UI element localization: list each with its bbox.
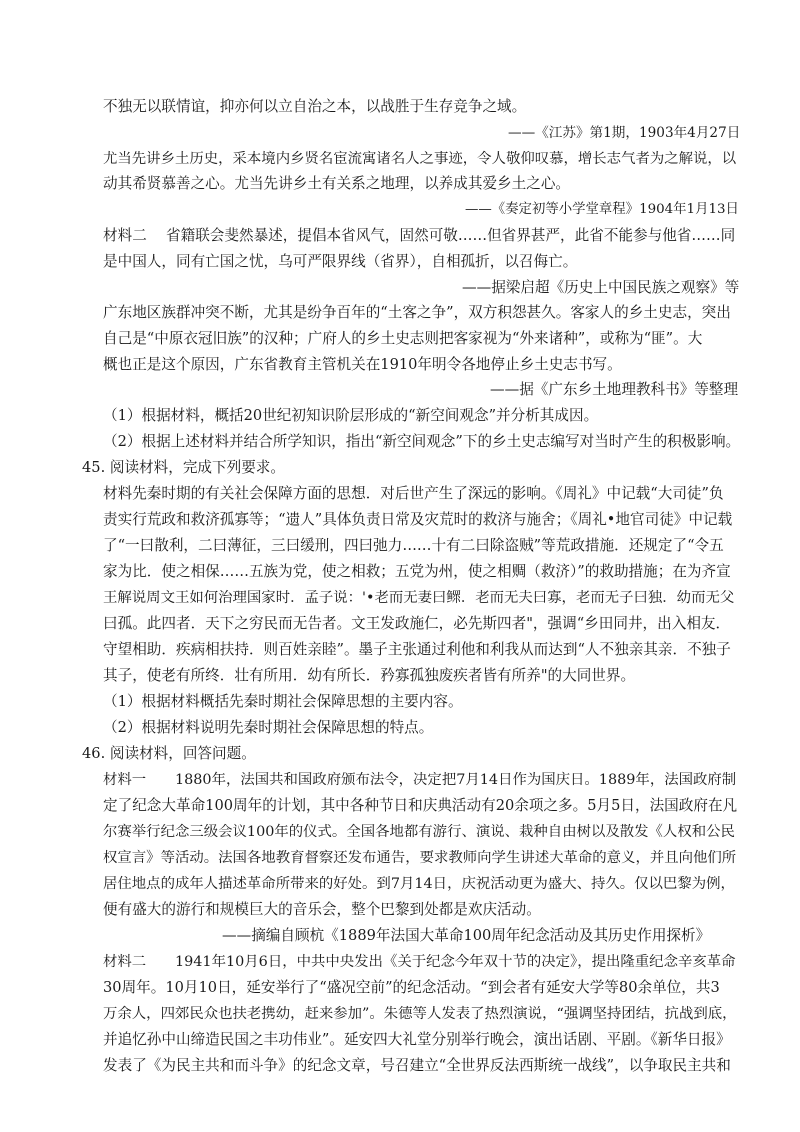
- material2-text-line: 广东地区族群冲突不断，尤其是纷争百年的“土客之争”，双方积怨甚久。客家人的乡土史志，突出: [103, 304, 731, 321]
- q46-material2-line: 并追忆孙中山缔造民国之丰功伟业”。延安四大礼堂分别举行晚会，演出话剧、平剧。《新华日报》: [103, 1031, 731, 1048]
- source-citation: ——摘编自顾杭《1889年法国大革命100周年纪念活动及其历史作用探析》: [222, 927, 711, 944]
- material1-text-line: 动其希贤慕善之心。尤当先讲乡土有关系之地理，以养成其爱乡土之心。: [103, 175, 571, 192]
- material2-text-line: 概也正是这个原因，广东省教育主管机关在1910年明令各地停止乡土史志书写。: [103, 356, 622, 373]
- q45-material-line: 其子，使老有所终．壮有所用．幼有所长．矜寡孤独废疾者皆有所养"的大同世界。: [103, 667, 636, 684]
- q46-material1-line: 权宣言》等活动。法国各地教育督察还发布通告，要求教师向学生讲述大革命的意义，并且向他们所: [103, 850, 737, 866]
- q45-material-line: 曰孤。此四者．天下之穷民而无告者。文王发政施仁，必先斯四者"，强调“乡田同井，出入相友．: [103, 615, 731, 632]
- material2-text-line: 材料二 省籍联会斐然暴述，提倡本省风气，固然可敬……但省界甚严，此省不能参与他省……同: [103, 227, 736, 244]
- q46-material2-line: 发表了《为民主共和而斗争》的纪念文章，号召建立“全世界反法西斯统一战线”，以争取民主共和: [103, 1057, 731, 1074]
- question-45-part-1: （1）根据材料概括先秦时期社会保障思想的主要内容。: [103, 693, 463, 710]
- question-45-title: 45. 阅读材料，完成下列要求。: [82, 459, 285, 476]
- question-44-part-2: （2）根据上述材料并结合所学知识，指出“新空间观念”下的乡土史志编写对当时产生的积极影响。: [103, 433, 741, 450]
- material2-text-line: 是中国人，同有亡国之忧，乌可严限界线（省界），自相孤折，以召侮亡。: [103, 253, 578, 270]
- material2-text-line: 自己是“中原衣冠旧族”的汉种；广府人的乡土史志则把客家视为“外来诸种”，或称为“匪”。大: [103, 330, 703, 347]
- source-citation: ——《江苏》第1期，1903年4月27日: [508, 125, 741, 141]
- q46-material1-line: 便有盛大的游行和规模巨大的音乐会，整个巴黎到处都是欢庆活动。: [103, 901, 541, 918]
- source-citation: ——《奏定初等小学堂章程》1904年1月13日: [465, 202, 739, 217]
- source-citation: ——据梁启超《历史上中国民族之观察》等: [462, 279, 740, 296]
- q46-material2-line: 万余人，四郊民众也扶老携幼，赶来参加”。朱德等人发表了热烈演说，“强调坚持团结，抗战到底，: [103, 1006, 737, 1022]
- question-45-part-2: （2）根据材料说明先秦时期社会保障思想的特点。: [103, 719, 434, 736]
- q45-material-line: 责实行荒政和救济孤寡等；“遗人”具体负责日常及灾荒时的救济与施舍；《周礼•地官司徒》中记载: [103, 511, 733, 528]
- q45-material-line: 材料先秦时期的有关社会保障方面的思想．对后世产生了深远的影响。《周礼》中记载“大司徒”负: [103, 485, 724, 502]
- q46-material1-line: 定了纪念大革命100周年的计划，其中各种节日和庆典活动有20余项之多。5月5日，法国政府在凡: [103, 797, 738, 814]
- question-44-part-1: （1）根据材料，概括20世纪初知识阶层形成的“新空间观念”并分析其成因。: [103, 407, 599, 424]
- q46-material1-line: 尔赛举行纪念三级会议100年的仪式。全国各地都有游行、演说、栽种自由树以及散发《人权和公民: [103, 824, 735, 840]
- q45-material-line: 王解说周文王如何治理国家时．孟子说：'•老而无妻曰鳏．老而无夫曰寡，老而无子曰独．幼而无父: [103, 590, 735, 606]
- material1-text-line: 尤当先讲乡土历史，采本境内乡贤名宦流寓诸名人之事迹，令人敬仰叹慕，增长志气者为之解说，以: [103, 151, 737, 167]
- source-citation: ——据《广东乡土地理教科书》等整理: [490, 381, 739, 398]
- q45-material-line: 了“一曰散利，二曰薄征，三曰缓刑，四曰弛力……十有二曰除盗贼”等荒政措施．还规定了“令五: [103, 537, 724, 554]
- q45-material-line: 守望相助．疾病相扶持．则百姓亲睦”。墨子主张通过利他和利我从而达到“人不独亲其亲．不独子: [103, 641, 731, 658]
- q46-material2-line: 30周年。10月10日，延安举行了“盛况空前”的纪念活动。“到会者有延安大学等80余单位，共3: [103, 979, 720, 996]
- q45-material-line: 家为比．使之相保……五族为党，使之相救；五党为州，使之相赒（救济）”的救助措施；在为齐宣: [103, 563, 731, 580]
- q46-material1-line: 材料一 1880年，法国共和国政府颁布法令，决定把7月14日作为国庆日。1889年，法国政府制: [103, 772, 737, 788]
- question-46-title: 46. 阅读材料，回答问题。: [82, 745, 256, 762]
- q46-material1-line: 居住地点的成年人描述革命所带来的好处。到7月14日，庆祝活动更为盛大、持久。仅以巴黎为例，: [103, 876, 735, 892]
- material1-text-line: 不独无以联情谊，抑亦何以立自治之本，以战胜于生存竞争之域。: [103, 98, 527, 115]
- q46-material2-line: 材料二 1941年10月6日，中共中央发出《关于纪念今年双十节的决定》，提出隆重纪念辛亥革命: [103, 954, 736, 970]
